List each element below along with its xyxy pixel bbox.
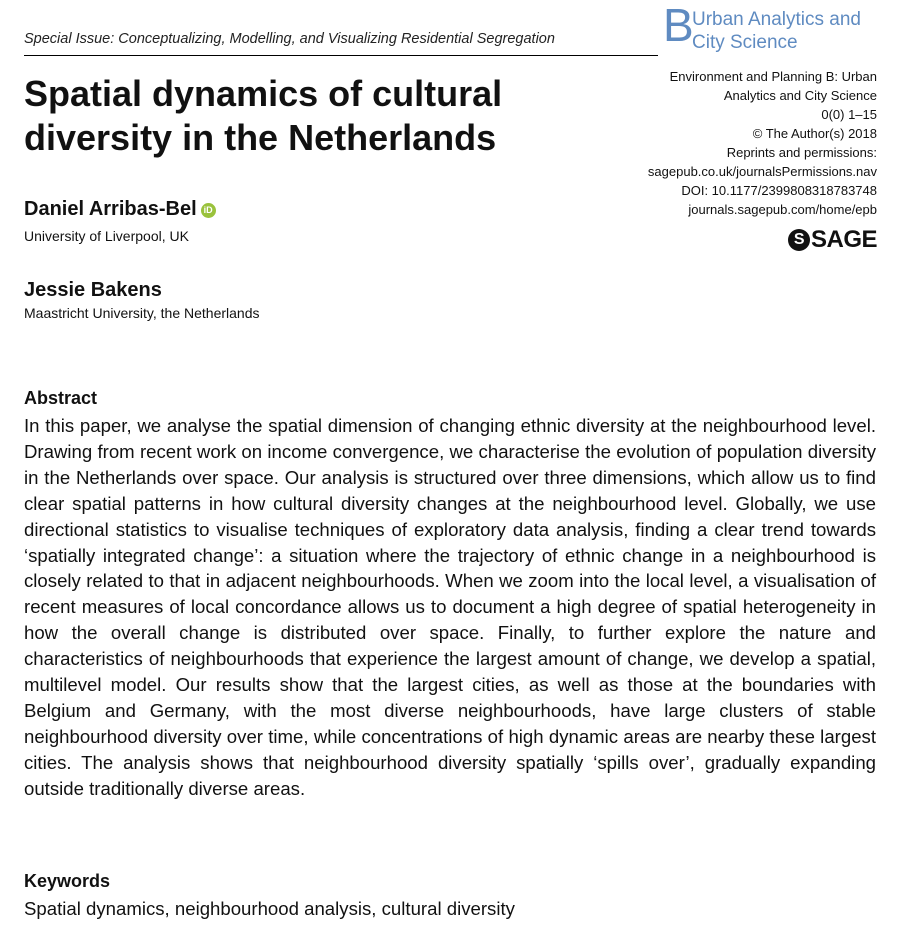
author-name [24,198,216,221]
meta-journal-line2: Analytics and City Science [723,88,877,103]
meta-copyright: © The Author(s) 2018 [752,126,877,141]
article-title: Spatial dynamics of cultural diversity in the Netherlands [24,73,503,158]
meta-doi[interactable]: DOI: 10.1177/2399808318783748 [681,183,877,198]
abstract-text: In this paper, we analyse the spatial dimension of changing ethnic diversity at the neighbourhood level. Drawing from recent work on income convergence, we characterise the evolution of population diversity in the Netherlands over space. Our analysis is structured over three dimensions, which allow us to find clear spatial patterns in how cultural diversity changes at the neighbourhood level. Globally, we use directional statistics to visualise techniques of exploratory data analysis, finding a clear trend towards ‘spatially integrated change’: a situation where the trajectory of ethnic change in a neighbourhood is closely related to that in adjacent neighbourhoods. When we zoom into the local level, a visualisation of recent measures of local concordance allows us to document a high degree of spatial heterogeneity in how the overall change is distributed over space. Finally, to further explore the nature and characteristics of neighbourhoods that experience the largest amount of change, we develop a spatial, multilevel model. Our results show that the largest cities, as well as those at the boundaries with Belgium and Germany, with the most diverse neighbourhoods, have large clusters of stable neighbourhood diversity over time, while concentrations of high dynamic areas are nearby these largest cities. The analysis shows that neighbourhood diversity spatially ‘spills over’, gradually expanding outside traditionally diverse areas. [24,415,876,799]
author-2-name: Jessie Bakens [24,279,162,301]
author-1-name: Daniel Arribas-Bel [24,198,197,220]
orcid-icon[interactable]: iD [201,203,216,218]
author-2-affiliation: Maastricht University, the Netherlands [24,305,260,321]
journal-brand [663,0,888,54]
sage-logo-icon: S [788,229,810,251]
abstract-heading: Abstract [24,388,98,408]
sage-logo [788,226,877,254]
keywords-heading: Keywords [24,871,111,891]
meta-journal-link[interactable]: journals.sagepub.com/home/epb [688,202,877,217]
meta-reprints-label: Reprints and permissions: [726,145,877,160]
header-rule [24,55,658,56]
journal-name-line1: Urban Analytics and [692,9,861,30]
sage-logo-text: SAGE [810,226,877,253]
journal-name-line2: City Science [692,32,798,53]
keywords-text: Spatial dynamics, neighbourhood analysis, cultural diversity [24,898,515,919]
publication-meta [557,67,877,219]
author-1-affiliation: University of Liverpool, UK [24,228,189,244]
meta-permissions-link[interactable]: sagepub.co.uk/journalsPermissions.nav [647,164,877,179]
journal-name [692,8,861,54]
meta-volume: 0(0) 1–15 [821,107,877,122]
journal-logo-letter: B [663,0,694,51]
special-issue-label: Special Issue: Conceptualizing, Modelling, and Visualizing Residential Segregation [24,31,555,47]
meta-journal-line1: Environment and Planning B: Urban [669,69,877,84]
